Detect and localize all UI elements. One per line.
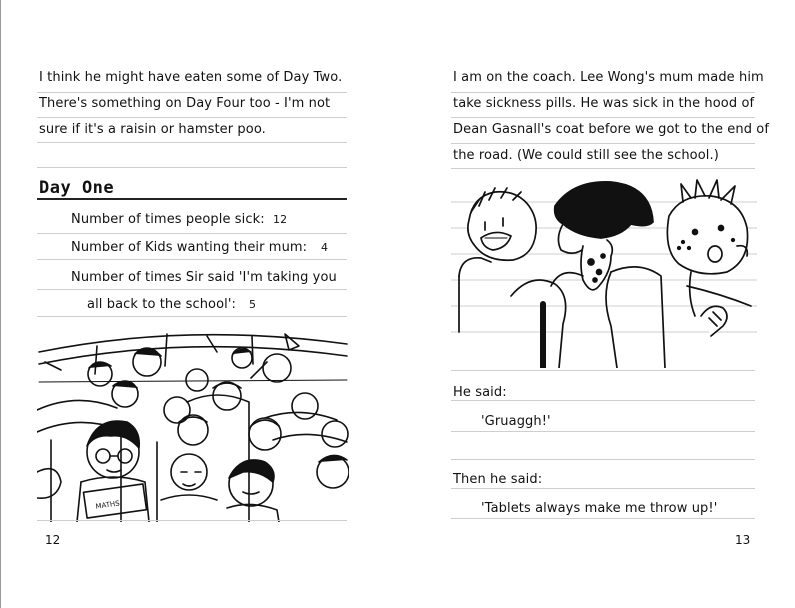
- stat-label: Number of Kids wanting their mum:: [71, 240, 308, 255]
- ruled-line: [37, 92, 347, 93]
- ruled-line: [37, 259, 347, 260]
- ruled-line: [451, 370, 755, 371]
- he-said-label: He said:: [453, 385, 507, 400]
- then-he-said-label: Then he said:: [453, 472, 543, 487]
- ruled-line: [37, 289, 347, 290]
- ruled-line: [37, 167, 347, 168]
- quote-1: 'Gruaggh!': [481, 414, 551, 429]
- page-number: 12: [45, 533, 61, 547]
- ruled-line: [451, 431, 755, 432]
- ruled-line: [451, 459, 755, 460]
- intro-line: sure if it's a raisin or hamster poo.: [39, 122, 266, 137]
- ruled-line: [451, 400, 755, 401]
- quote-2: 'Tablets always make me throw up!': [481, 501, 718, 516]
- intro-line: I am on the coach. Lee Wong's mum made him: [453, 70, 764, 85]
- stat-value: 5: [249, 298, 257, 311]
- ruled-line: [451, 168, 755, 169]
- stat-label: Number of times Sir said 'I'm taking you: [71, 270, 337, 285]
- stat-value: 12: [273, 213, 288, 226]
- ruled-line: [451, 488, 755, 489]
- stat-label: Number of times people sick:: [71, 212, 265, 227]
- ruled-line: [37, 142, 347, 143]
- stat-label: all back to the school':: [87, 297, 237, 312]
- ruled-line: [37, 520, 347, 521]
- ruled-line: [451, 117, 755, 118]
- ruled-line: [37, 117, 347, 118]
- stat-value: 4: [321, 241, 329, 254]
- ruled-line: [451, 143, 755, 144]
- ruled-line: [451, 92, 755, 93]
- book-label: MATHS: [95, 499, 121, 511]
- heading-underline: [37, 198, 347, 200]
- sick-kids-illustration: [451, 176, 757, 368]
- intro-line: the road. (We could still see the school.): [453, 148, 719, 163]
- page-number: 13: [735, 533, 751, 547]
- day-heading: Day One: [39, 178, 115, 198]
- ruled-line: [451, 518, 755, 519]
- ruled-line: [37, 233, 347, 234]
- intro-line: Dean Gasnall's coat before we got to the end of: [453, 122, 770, 137]
- intro-line: take sickness pills. He was sick in the hood of: [453, 96, 755, 111]
- ruled-line: [37, 316, 347, 317]
- intro-line: There's something on Day Four too - I'm not: [39, 96, 331, 111]
- right-page: [397, 0, 795, 608]
- coach-kids-illustration: [37, 322, 349, 522]
- intro-line: I think he might have eaten some of Day Two.: [39, 70, 343, 85]
